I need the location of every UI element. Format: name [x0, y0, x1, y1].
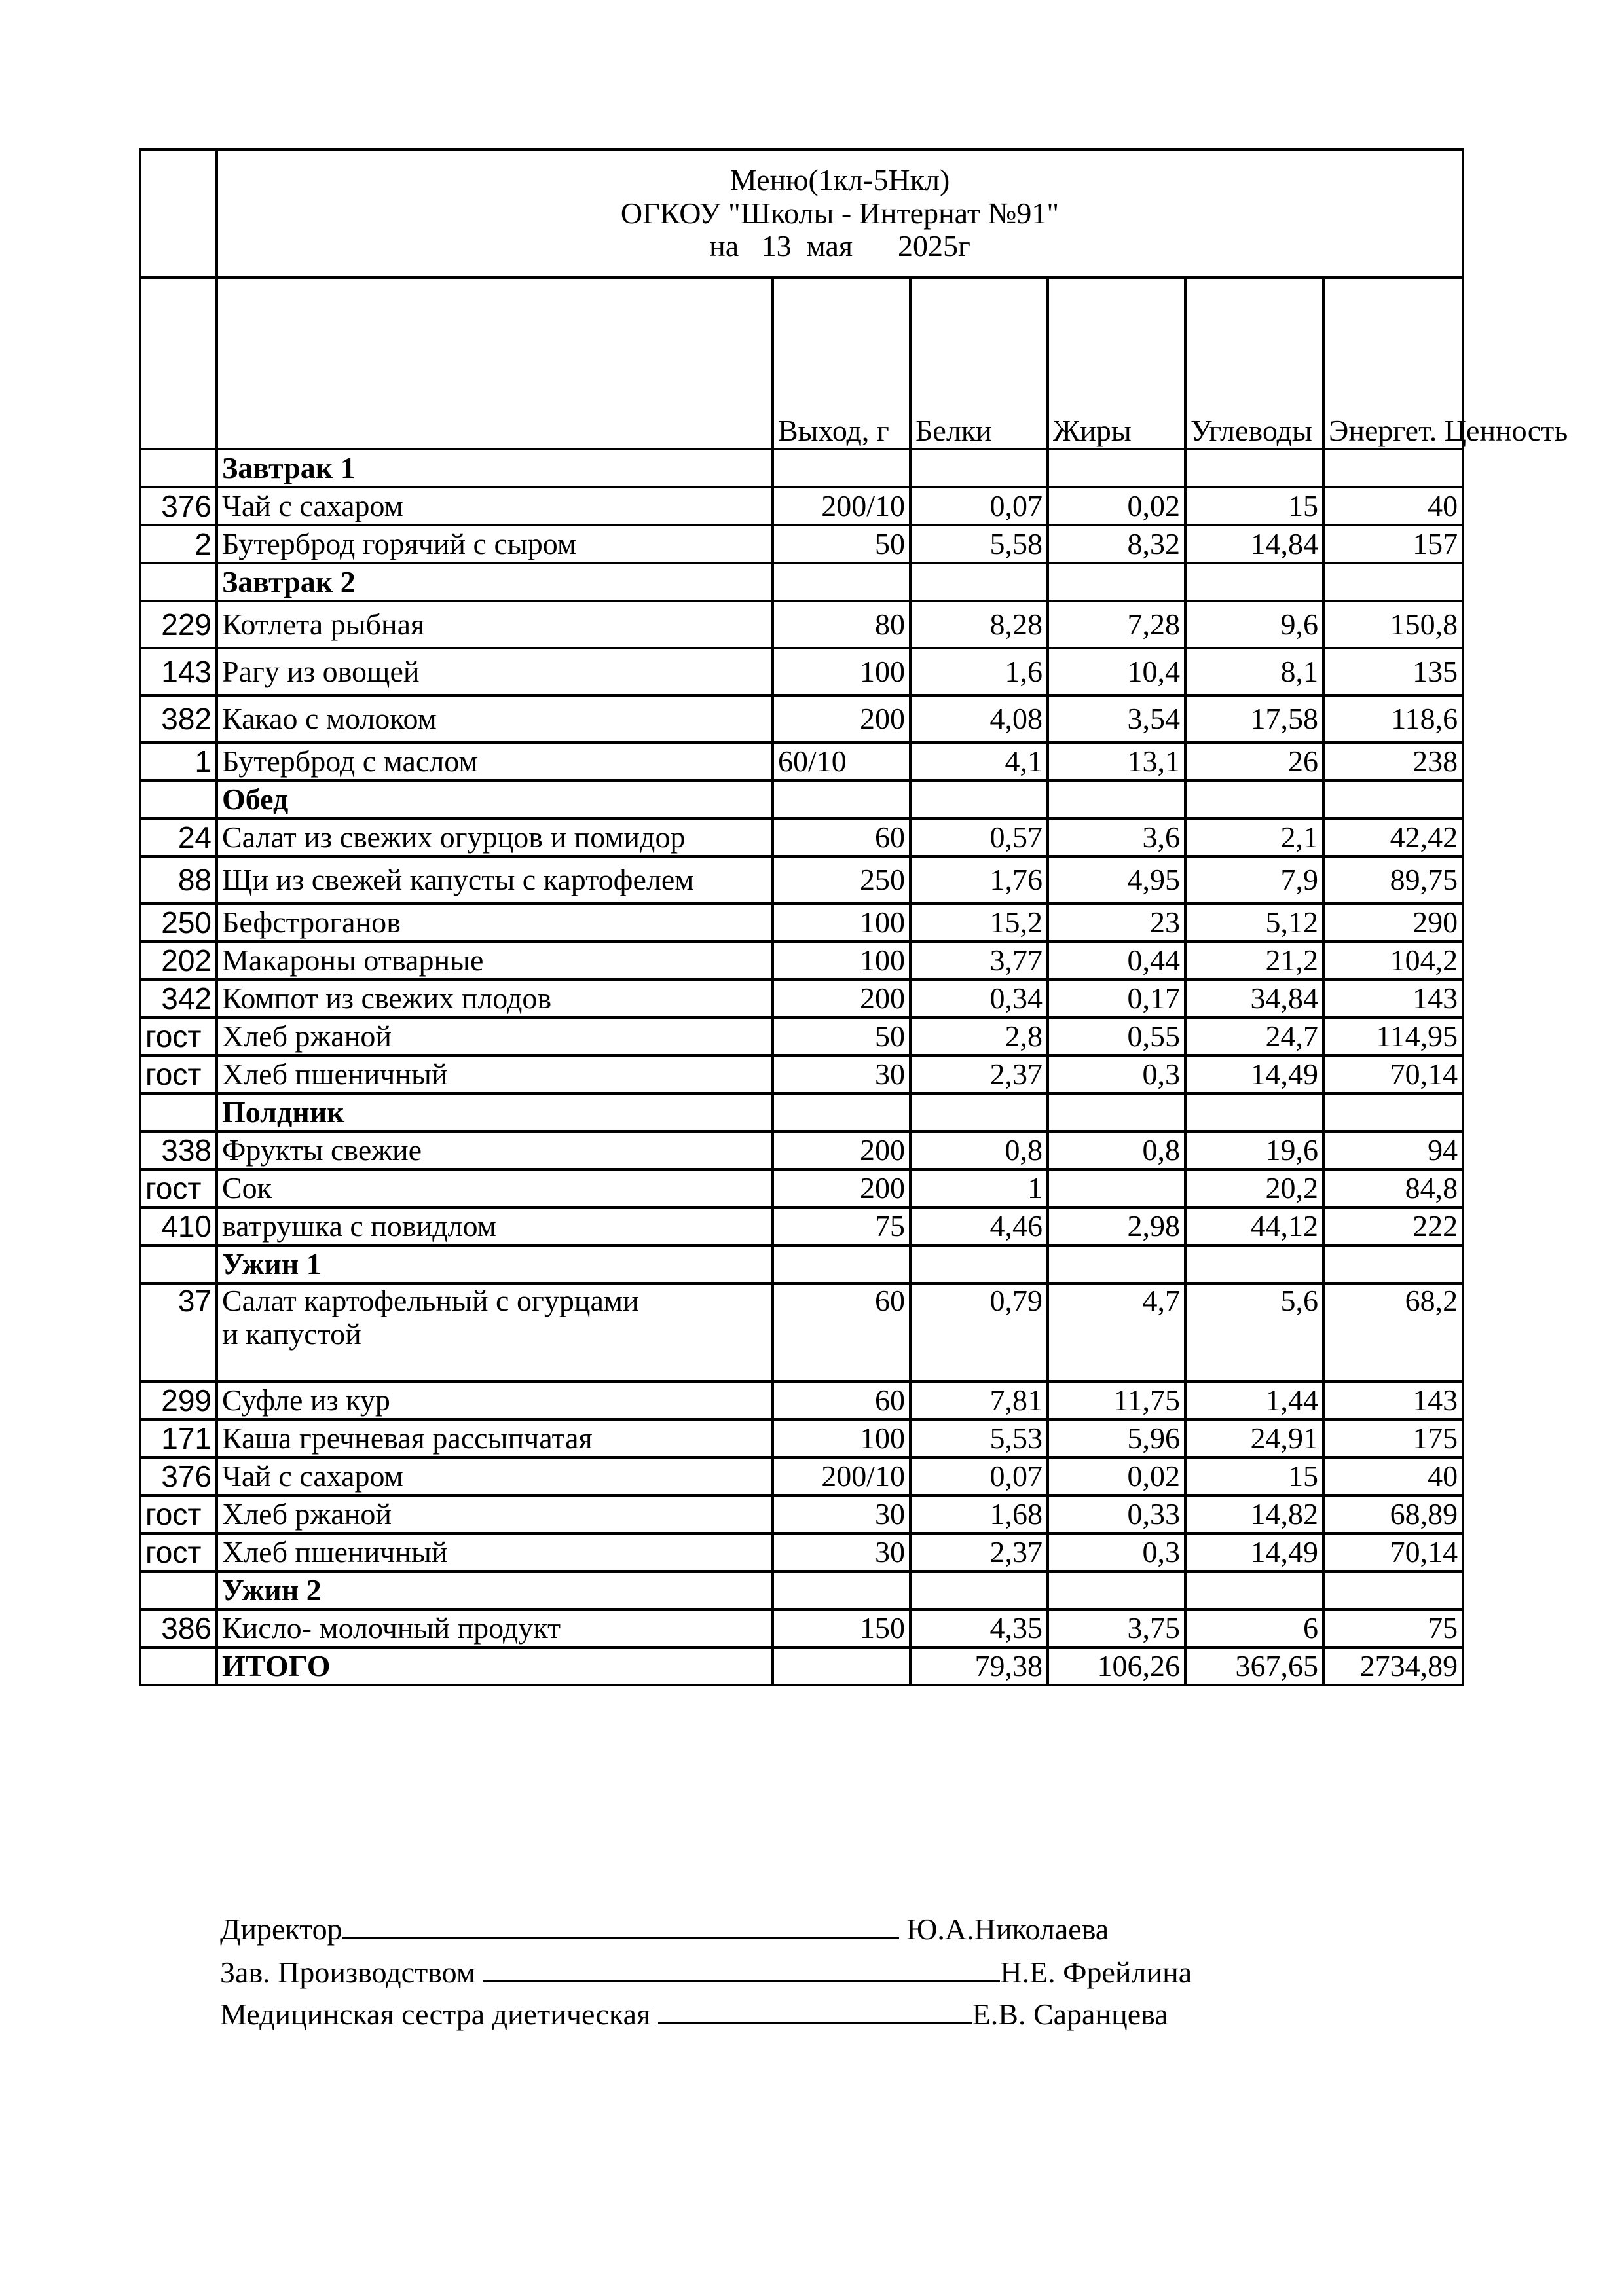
section-code-cell: [140, 1245, 217, 1283]
signature-director: [220, 1909, 1109, 1950]
carbs-value: 2,1: [1185, 818, 1323, 856]
table-row: [140, 742, 1463, 780]
energy-value: 290: [1323, 903, 1463, 941]
menu-title-line3: на 13 мая 2025г: [709, 229, 970, 263]
protein-value: 0,57: [910, 818, 1048, 856]
recipe-code: 386: [140, 1609, 217, 1647]
dish-name-line2: и капустой: [222, 1317, 361, 1351]
table-row: [140, 1495, 1463, 1533]
energy-value: 157: [1323, 525, 1463, 563]
recipe-code: 202: [140, 941, 217, 979]
menu-table-body: [140, 149, 1568, 1685]
energy-value: 135: [1323, 648, 1463, 695]
menu-title: [217, 149, 1463, 278]
section-row: [140, 449, 1463, 487]
table-row: [140, 1419, 1463, 1457]
carbs-value: 14,49: [1185, 1055, 1323, 1093]
fat-value: 0,02: [1048, 487, 1185, 525]
energy-value: 150,8: [1323, 601, 1463, 648]
section-empty-cell: [1048, 780, 1185, 818]
dish-name: Чай с сахаром: [217, 487, 773, 525]
dish-name: Хлеб ржаной: [217, 1495, 773, 1533]
dish-name: Фрукты свежие: [217, 1131, 773, 1169]
section-empty-cell: [1323, 449, 1463, 487]
column-header-energy: Энергет. Ценность: [1323, 278, 1463, 449]
protein-value: 0,07: [910, 1457, 1048, 1495]
output-value: 200: [773, 979, 910, 1017]
protein-value: 1,68: [910, 1495, 1048, 1533]
section-title: Ужин 2: [217, 1571, 773, 1609]
recipe-code: 1: [140, 742, 217, 780]
section-empty-cell: [910, 780, 1048, 818]
table-row: [140, 695, 1463, 742]
dish-name: Хлеб пшеничный: [217, 1055, 773, 1093]
table-row: [140, 1457, 1463, 1495]
total-output-cell: [773, 1647, 910, 1685]
output-value: 60/10: [773, 742, 910, 780]
section-empty-cell: [1185, 780, 1323, 818]
total-carbs: 367,65: [1185, 1647, 1323, 1685]
section-empty-cell: [1185, 1245, 1323, 1283]
recipe-code: 229: [140, 601, 217, 648]
fat-value: 0,44: [1048, 941, 1185, 979]
recipe-code: 143: [140, 648, 217, 695]
fat-value: 5,96: [1048, 1419, 1185, 1457]
total-protein: 79,38: [910, 1647, 1048, 1685]
signature-line: [483, 1954, 1000, 1982]
fat-value: 3,75: [1048, 1609, 1185, 1647]
total-code-cell: [140, 1647, 217, 1685]
protein-value: 1: [910, 1169, 1048, 1207]
section-code-cell: [140, 563, 217, 601]
section-code-cell: [140, 1571, 217, 1609]
fat-value: 0,33: [1048, 1495, 1185, 1533]
energy-value: 222: [1323, 1207, 1463, 1245]
recipe-code: 250: [140, 903, 217, 941]
protein-value: 0,07: [910, 487, 1048, 525]
column-header-row: [140, 278, 1463, 449]
dish-name: Рагу из овощей: [217, 648, 773, 695]
protein-value: 0,34: [910, 979, 1048, 1017]
carbs-value: 17,58: [1185, 695, 1323, 742]
table-row: [140, 818, 1463, 856]
carbs-value: 21,2: [1185, 941, 1323, 979]
recipe-code: 37: [140, 1283, 217, 1381]
energy-value: 238: [1323, 742, 1463, 780]
output-value: 250: [773, 856, 910, 903]
energy-value: 68,89: [1323, 1495, 1463, 1533]
table-row: [140, 1131, 1463, 1169]
dish-name: Компот из свежих плодов: [217, 979, 773, 1017]
signature-role: Директор: [220, 1912, 342, 1946]
section-title: Ужин 1: [217, 1245, 773, 1283]
dish-name: Салат из свежих огурцов и помидор: [217, 818, 773, 856]
dish-name-line1: Салат картофельный с огурцами: [222, 1284, 639, 1317]
energy-value: 114,95: [1323, 1017, 1463, 1055]
recipe-code: 24: [140, 818, 217, 856]
title-code-cell: [140, 149, 217, 278]
table-row: [140, 1283, 1463, 1381]
protein-value: 8,28: [910, 601, 1048, 648]
energy-value: 118,6: [1323, 695, 1463, 742]
carbs-value: 9,6: [1185, 601, 1323, 648]
dish-name: Кисло- молочный продукт: [217, 1609, 773, 1647]
recipe-code: 2: [140, 525, 217, 563]
output-value: 200: [773, 695, 910, 742]
recipe-code: 410: [140, 1207, 217, 1245]
output-value: 60: [773, 1381, 910, 1419]
output-value: 100: [773, 903, 910, 941]
section-title: Обед: [217, 780, 773, 818]
table-row: [140, 979, 1463, 1017]
protein-value: 2,37: [910, 1055, 1048, 1093]
section-row: [140, 563, 1463, 601]
output-value: 50: [773, 525, 910, 563]
output-value: 200/10: [773, 487, 910, 525]
column-header-protein: Белки: [910, 278, 1048, 449]
table-row: [140, 1609, 1463, 1647]
carbs-value: 20,2: [1185, 1169, 1323, 1207]
dish-name: Котлета рыбная: [217, 601, 773, 648]
signature-line: [658, 1996, 972, 2024]
section-empty-cell: [1323, 1093, 1463, 1131]
output-value: 50: [773, 1017, 910, 1055]
column-header-output: Выход, г: [773, 278, 910, 449]
fat-value: 0,3: [1048, 1055, 1185, 1093]
section-title: Завтрак 1: [217, 449, 773, 487]
fat-value: 4,95: [1048, 856, 1185, 903]
output-value: 60: [773, 818, 910, 856]
table-row: [140, 1017, 1463, 1055]
section-empty-cell: [910, 1093, 1048, 1131]
output-value: 30: [773, 1055, 910, 1093]
table-row: [140, 1207, 1463, 1245]
signature-person: Е.В. Саранцева: [972, 1997, 1168, 2031]
recipe-code: 338: [140, 1131, 217, 1169]
section-empty-cell: [910, 449, 1048, 487]
output-value: 100: [773, 1419, 910, 1457]
section-empty-cell: [1323, 1571, 1463, 1609]
column-header-fat: Жиры: [1048, 278, 1185, 449]
fat-value: 2,98: [1048, 1207, 1185, 1245]
recipe-code: 376: [140, 1457, 217, 1495]
fat-value: 11,75: [1048, 1381, 1185, 1419]
protein-value: 2,8: [910, 1017, 1048, 1055]
total-energy: 2734,89: [1323, 1647, 1463, 1685]
total-row: [140, 1647, 1463, 1685]
fat-value: 23: [1048, 903, 1185, 941]
signature-role: Медицинская сестра диетическая: [220, 1997, 651, 2031]
protein-value: 5,53: [910, 1419, 1048, 1457]
dish-name: Хлеб ржаной: [217, 1017, 773, 1055]
protein-value: 3,77: [910, 941, 1048, 979]
section-row: [140, 1245, 1463, 1283]
energy-value: 84,8: [1323, 1169, 1463, 1207]
recipe-code: 88: [140, 856, 217, 903]
energy-value: 94: [1323, 1131, 1463, 1169]
output-value: 150: [773, 1609, 910, 1647]
section-empty-cell: [1323, 1245, 1463, 1283]
fat-value: [1048, 1169, 1185, 1207]
recipe-code: гост: [140, 1533, 217, 1571]
recipe-code: гост: [140, 1495, 217, 1533]
output-value: 100: [773, 648, 910, 695]
fat-value: 0,3: [1048, 1533, 1185, 1571]
energy-value: 75: [1323, 1609, 1463, 1647]
fat-value: 13,1: [1048, 742, 1185, 780]
section-empty-cell: [1185, 563, 1323, 601]
protein-value: 0,8: [910, 1131, 1048, 1169]
fat-value: 3,6: [1048, 818, 1185, 856]
fat-value: 0,17: [1048, 979, 1185, 1017]
recipe-code: 299: [140, 1381, 217, 1419]
energy-value: 40: [1323, 1457, 1463, 1495]
protein-value: 2,37: [910, 1533, 1048, 1571]
section-empty-cell: [1048, 563, 1185, 601]
energy-value: 42,42: [1323, 818, 1463, 856]
recipe-code: 382: [140, 695, 217, 742]
energy-value: 143: [1323, 1381, 1463, 1419]
protein-value: 15,2: [910, 903, 1048, 941]
dish-name: Щи из свежей капусты с картофелем: [217, 856, 773, 903]
column-header-carbs: Углеводы: [1185, 278, 1323, 449]
energy-value: 68,2: [1323, 1283, 1463, 1381]
section-empty-cell: [910, 1571, 1048, 1609]
section-title: Полдник: [217, 1093, 773, 1131]
carbs-value: 14,49: [1185, 1533, 1323, 1571]
section-empty-cell: [1185, 449, 1323, 487]
total-fat: 106,26: [1048, 1647, 1185, 1685]
fat-value: 0,55: [1048, 1017, 1185, 1055]
output-value: 80: [773, 601, 910, 648]
table-row: [140, 903, 1463, 941]
output-value: 200/10: [773, 1457, 910, 1495]
section-empty-cell: [773, 1245, 910, 1283]
signature-nurse: [220, 1994, 1168, 2035]
signature-role: Зав. Производством: [220, 1956, 475, 1989]
section-row: [140, 1571, 1463, 1609]
header-name-cell: [217, 278, 773, 449]
total-label: ИТОГО: [217, 1647, 773, 1685]
energy-value: 175: [1323, 1419, 1463, 1457]
carbs-value: 26: [1185, 742, 1323, 780]
carbs-value: 24,7: [1185, 1017, 1323, 1055]
dish-name: Сок: [217, 1169, 773, 1207]
energy-value: 104,2: [1323, 941, 1463, 979]
dish-name: Хлеб пшеничный: [217, 1533, 773, 1571]
energy-value: 40: [1323, 487, 1463, 525]
section-code-cell: [140, 780, 217, 818]
dish-name: ватрушка с повидлом: [217, 1207, 773, 1245]
section-row: [140, 1093, 1463, 1131]
header-code-cell: [140, 278, 217, 449]
fat-value: 0,8: [1048, 1131, 1185, 1169]
dish-name: Чай с сахаром: [217, 1457, 773, 1495]
table-row: [140, 1169, 1463, 1207]
carbs-value: 5,12: [1185, 903, 1323, 941]
section-empty-cell: [773, 1571, 910, 1609]
fat-value: 10,4: [1048, 648, 1185, 695]
table-row: [140, 648, 1463, 695]
signature-line: [342, 1911, 899, 1939]
section-empty-cell: [1048, 1571, 1185, 1609]
recipe-code: 376: [140, 487, 217, 525]
table-row: [140, 1055, 1463, 1093]
energy-value: 70,14: [1323, 1055, 1463, 1093]
table-row: [140, 487, 1463, 525]
carbs-value: 5,6: [1185, 1283, 1323, 1381]
fat-value: 0,02: [1048, 1457, 1185, 1495]
fat-value: 7,28: [1048, 601, 1185, 648]
carbs-value: 15: [1185, 1457, 1323, 1495]
protein-value: 4,1: [910, 742, 1048, 780]
fat-value: 3,54: [1048, 695, 1185, 742]
table-row: [140, 525, 1463, 563]
section-empty-cell: [773, 449, 910, 487]
protein-value: 4,08: [910, 695, 1048, 742]
title-row: [140, 149, 1463, 278]
carbs-value: 1,44: [1185, 1381, 1323, 1419]
carbs-value: 24,91: [1185, 1419, 1323, 1457]
carbs-value: 15: [1185, 487, 1323, 525]
protein-value: 7,81: [910, 1381, 1048, 1419]
carbs-value: 7,9: [1185, 856, 1323, 903]
carbs-value: 6: [1185, 1609, 1323, 1647]
signature-person: Ю.А.Николаева: [906, 1912, 1109, 1946]
dish-name: Бефстроганов: [217, 903, 773, 941]
carbs-value: 19,6: [1185, 1131, 1323, 1169]
menu-title-line1: Меню(1кл-5Нкл): [729, 163, 950, 197]
recipe-code: гост: [140, 1055, 217, 1093]
protein-value: 4,35: [910, 1609, 1048, 1647]
energy-value: 70,14: [1323, 1533, 1463, 1571]
output-value: 30: [773, 1533, 910, 1571]
recipe-code: 171: [140, 1419, 217, 1457]
dish-name: Бутерброд горячий с сыром: [217, 525, 773, 563]
section-empty-cell: [1048, 449, 1185, 487]
table-row: [140, 601, 1463, 648]
protein-value: 5,58: [910, 525, 1048, 563]
signature-person: Н.Е. Фрейлина: [1000, 1956, 1192, 1989]
table-row: [140, 1533, 1463, 1571]
carbs-value: 44,12: [1185, 1207, 1323, 1245]
protein-value: 1,6: [910, 648, 1048, 695]
recipe-code: гост: [140, 1169, 217, 1207]
carbs-value: 14,84: [1185, 525, 1323, 563]
carbs-value: 8,1: [1185, 648, 1323, 695]
protein-value: 4,46: [910, 1207, 1048, 1245]
table-row: [140, 941, 1463, 979]
section-empty-cell: [773, 780, 910, 818]
output-value: 30: [773, 1495, 910, 1533]
section-empty-cell: [773, 1093, 910, 1131]
section-empty-cell: [1323, 563, 1463, 601]
carbs-value: 34,84: [1185, 979, 1323, 1017]
section-empty-cell: [910, 563, 1048, 601]
dish-name: Бутерброд с маслом: [217, 742, 773, 780]
dish-name: Суфле из кур: [217, 1381, 773, 1419]
section-row: [140, 780, 1463, 818]
energy-value: 143: [1323, 979, 1463, 1017]
table-row: [140, 1381, 1463, 1419]
recipe-code: 342: [140, 979, 217, 1017]
menu-table: [139, 148, 1568, 1686]
fat-value: 4,7: [1048, 1283, 1185, 1381]
menu-title-line2: ОГКОУ "Школы - Интернат №91": [620, 196, 1060, 230]
section-title: Завтрак 2: [217, 563, 773, 601]
signature-production-head: [220, 1952, 1192, 1993]
output-value: 75: [773, 1207, 910, 1245]
section-empty-cell: [1048, 1245, 1185, 1283]
dish-name: Каша гречневая рассыпчатая: [217, 1419, 773, 1457]
section-empty-cell: [1323, 780, 1463, 818]
dish-name: Какао с молоком: [217, 695, 773, 742]
dish-name: [217, 1283, 773, 1381]
section-empty-cell: [1048, 1093, 1185, 1131]
section-empty-cell: [910, 1245, 1048, 1283]
output-value: 200: [773, 1131, 910, 1169]
section-empty-cell: [773, 563, 910, 601]
section-code-cell: [140, 449, 217, 487]
dish-name: Макароны отварные: [217, 941, 773, 979]
protein-value: 0,79: [910, 1283, 1048, 1381]
section-empty-cell: [1185, 1571, 1323, 1609]
carbs-value: 14,82: [1185, 1495, 1323, 1533]
table-row: [140, 856, 1463, 903]
output-value: 100: [773, 941, 910, 979]
protein-value: 1,76: [910, 856, 1048, 903]
section-code-cell: [140, 1093, 217, 1131]
recipe-code: гост: [140, 1017, 217, 1055]
fat-value: 8,32: [1048, 525, 1185, 563]
section-empty-cell: [1185, 1093, 1323, 1131]
output-value: 200: [773, 1169, 910, 1207]
output-value: 60: [773, 1283, 910, 1381]
energy-value: 89,75: [1323, 856, 1463, 903]
